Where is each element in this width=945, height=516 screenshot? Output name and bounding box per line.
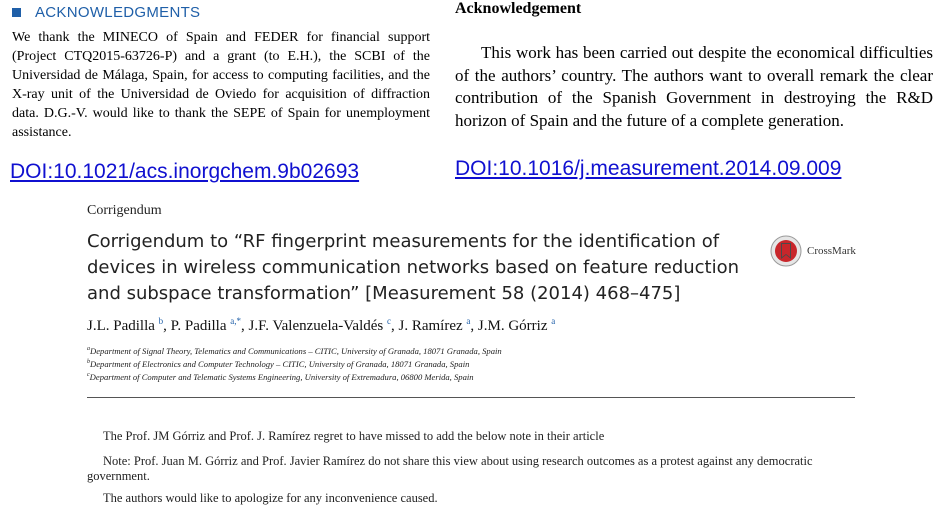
crossmark-badge[interactable] xyxy=(770,235,856,267)
divider xyxy=(87,397,855,398)
doi-link-measurement[interactable]: DOI:10.1016/j.measurement.2014.09.009 xyxy=(455,157,842,180)
note-paragraph: The Prof. JM Górriz and Prof. J. Ramírez regret to have missed to add the below note in their article xyxy=(103,429,605,443)
acknowledgments-body: We thank the MINECO of Spain and FEDER for financial support (Project CTQ2015-63726-P) and a grant (to E.H.), the SCBI of the Universidad de Málaga, Spain, for access to computing facilities, and the X-ray unit of the Universidad de Oviedo for acquisition of diffraction data. D.G.-V. would like to thank the SEPE of Spain for unemployment assistance. xyxy=(12,30,430,140)
author[interactable]: J.F. Valenzuela-Valdés $^c$ xyxy=(248,316,392,334)
author[interactable]: J. Ramírez $^a$ xyxy=(398,316,471,334)
acknowledgments-heading-text: ACKNOWLEDGMENTS xyxy=(35,3,201,21)
acknowledgement-body: This work has been carried out despite the economical difficulties of the authors’ country. The authors want to overall remark the clear contribution of the Spanish Government in destroying the R&D horizon of Spain and the future of a complete generation. xyxy=(455,43,933,130)
author[interactable]: J.M. Górriz $^a$ xyxy=(477,316,556,334)
acknowledgments-heading xyxy=(12,2,430,22)
author[interactable]: P. Padilla $^{a,*}$ xyxy=(170,316,242,334)
crossmark-icon xyxy=(770,235,802,267)
affiliation: $^a$Department of Signal Theory, Telematics and Communications – CITIC, University of Granada, 18071 Granada, Spain xyxy=(87,346,502,356)
author-list: J.L. Padilla $^b$, P. Padilla $^{a,*}$, J.F. Valenzuela-Valdés $^c$, J. Ramírez $^a$, J.M. Górriz $^a$ xyxy=(87,316,556,334)
acknowledgments-left xyxy=(12,2,430,142)
crossmark-label: CrossMark xyxy=(807,245,856,257)
author[interactable]: J.L. Padilla $^b$ xyxy=(87,316,164,334)
section-square-icon xyxy=(12,8,21,17)
article-type-label: Corrigendum xyxy=(87,203,162,218)
note-paragraph: The authors would like to apologize for any inconvenience caused. xyxy=(103,491,438,505)
affiliation: $^c$Department of Computer and Telematic Systems Engineering, University of Extremadura, 06800 Merida, Spain xyxy=(87,372,474,382)
note-paragraph: Note: Prof. Juan M. Górriz and Prof. Javier Ramírez do not share this view about using research outcomes as a protest against any democratic government. xyxy=(87,454,813,483)
acknowledgement-right xyxy=(455,0,933,132)
affiliation: $^b$Department of Electronics and Computer Technology – CITIC, University of Granada, 18071 Granada, Spain xyxy=(87,359,470,369)
doi-link-inorgchem[interactable]: DOI:10.1021/acs.inorgchem.9b02693 xyxy=(10,160,360,183)
corrigendum-title: Corrigendum to “RF fingerprint measurements for the identification of devices in wireless communication networks based on feature reduction and subspace transformation” [Measurement 58 (2014) 468–475] xyxy=(87,231,740,304)
acknowledgement-heading: Acknowledgement xyxy=(455,0,582,17)
